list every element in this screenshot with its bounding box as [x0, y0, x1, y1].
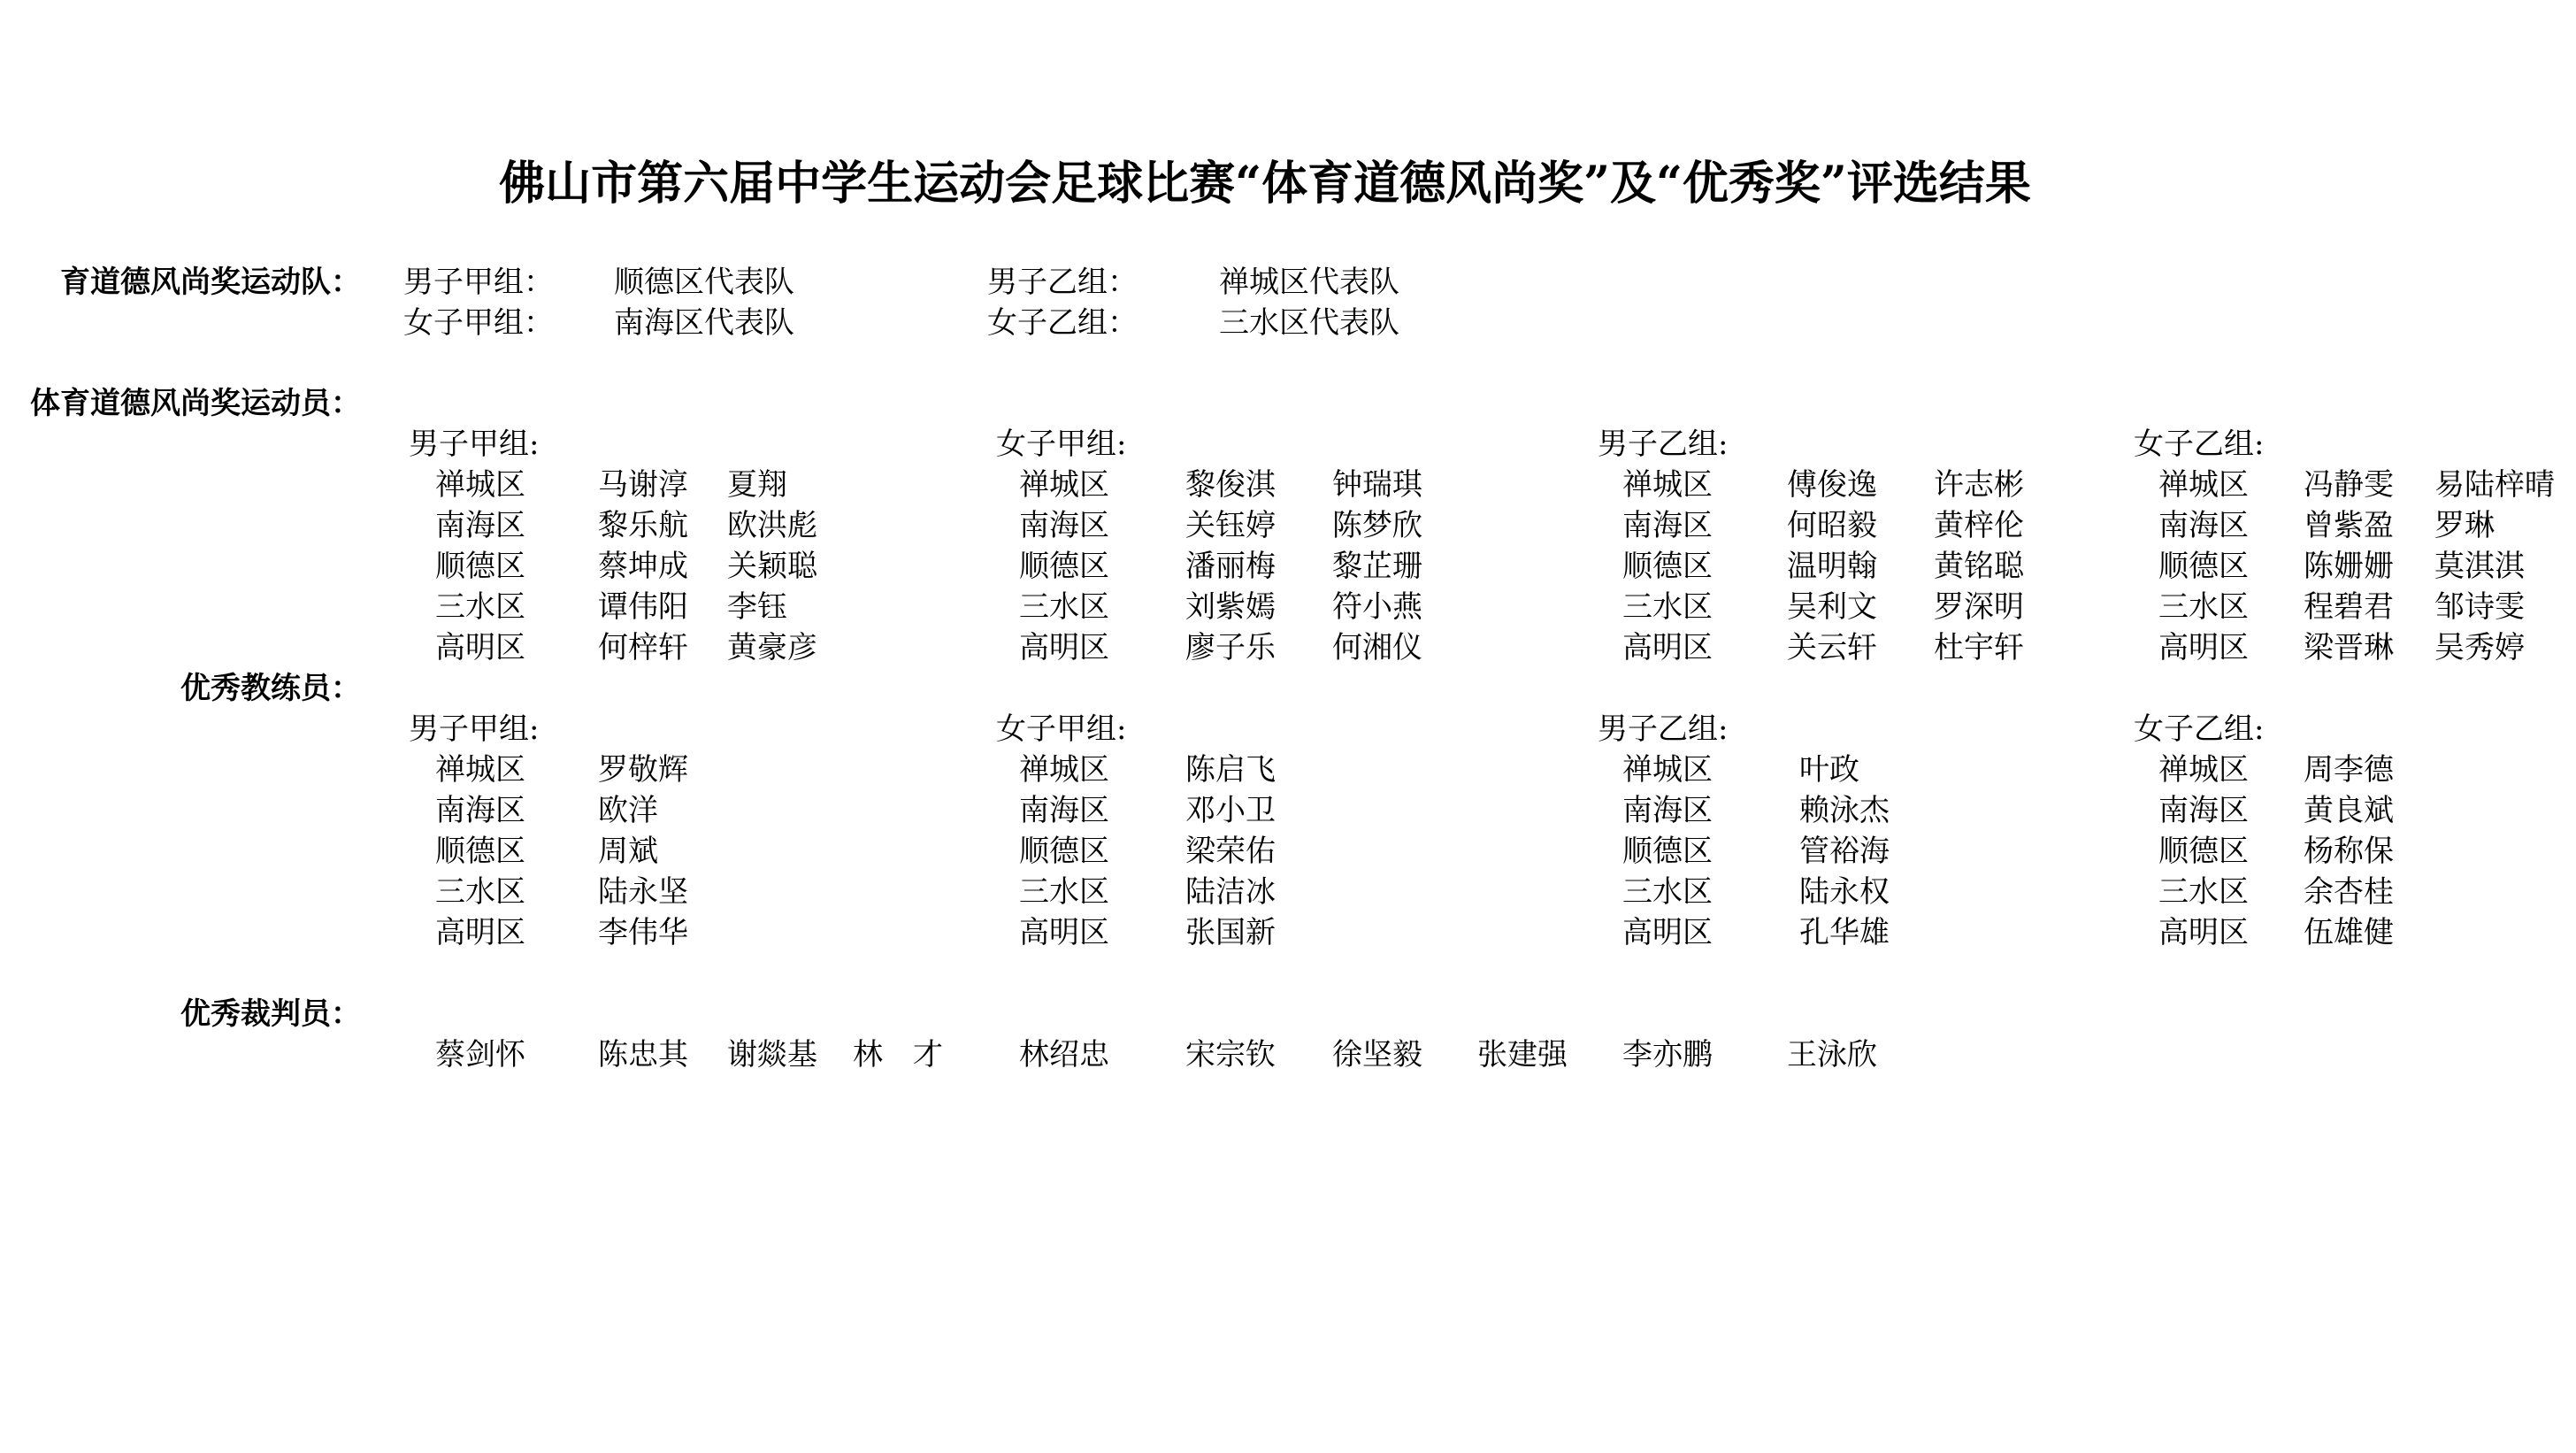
athlete-name: 杜宇轩: [1934, 630, 2024, 665]
district-name: 禅城区: [435, 467, 525, 503]
athlete-name: 夏翔: [727, 467, 787, 503]
district-name: 顺德区: [1019, 549, 1109, 584]
district-name: 三水区: [2158, 589, 2249, 625]
district-name: 高明区: [435, 915, 525, 950]
referee-name: 林 才: [853, 1037, 943, 1072]
athlete-name: 关钰婷: [1185, 508, 1276, 543]
athlete-name: 欧洪彪: [727, 508, 817, 543]
district-name: 顺德区: [2158, 834, 2249, 869]
district-name: 南海区: [2158, 508, 2249, 543]
district-name: 高明区: [435, 630, 525, 665]
athlete-name: 曾紫盈: [2304, 508, 2394, 543]
athlete-group-label: 女子甲组:: [996, 427, 1127, 462]
athlete-name: 吴秀婷: [2434, 630, 2525, 665]
athlete-name: 何湘仪: [1332, 630, 1422, 665]
referee-name: 宋宗钦: [1185, 1037, 1276, 1072]
district-name: 禅城区: [2158, 467, 2249, 503]
athlete-name: 许志彬: [1934, 467, 2024, 503]
athlete-name: 温明翰: [1787, 549, 1877, 584]
athlete-name: 马谢淳: [598, 467, 688, 503]
athlete-award-label: 体育道德风尚奖运动员：: [30, 386, 361, 421]
team-group-label: 女子甲组：: [403, 305, 554, 341]
referee-award-label: 优秀裁判员：: [180, 996, 361, 1032]
referee-name: 徐坚毅: [1332, 1037, 1422, 1072]
district-name: 高明区: [1622, 630, 1713, 665]
coach-name: 伍雄健: [2304, 915, 2394, 950]
athlete-name: 吴利文: [1787, 589, 1877, 625]
district-name: 南海区: [1622, 508, 1713, 543]
coach-name: 陆永权: [1799, 874, 1890, 910]
referee-name: 王泳欣: [1787, 1037, 1877, 1072]
referee-name: 李亦鹏: [1622, 1037, 1713, 1072]
coach-group-label: 男子甲组:: [409, 711, 540, 747]
coach-name: 张国新: [1185, 915, 1276, 950]
coach-award-label: 优秀教练员：: [180, 671, 361, 706]
district-name: 顺德区: [1019, 834, 1109, 869]
athlete-name: 李钰: [727, 589, 787, 625]
referee-name: 林绍忠: [1019, 1037, 1109, 1072]
athlete-name: 刘紫嫣: [1185, 589, 1276, 625]
district-name: 顺德区: [2158, 549, 2249, 584]
district-name: 禅城区: [435, 752, 525, 788]
district-name: 高明区: [1019, 915, 1109, 950]
district-name: 三水区: [435, 589, 525, 625]
athlete-name: 黎俊淇: [1185, 467, 1276, 503]
athlete-name: 梁晋琳: [2304, 630, 2394, 665]
athlete-name: 黄梓伦: [1934, 508, 2024, 543]
athlete-name: 罗深明: [1934, 589, 2024, 625]
district-name: 三水区: [1019, 589, 1109, 625]
athlete-name: 邹诗雯: [2434, 589, 2525, 625]
team-name: 顺德区代表队: [614, 265, 794, 300]
athlete-name: 关颖聪: [727, 549, 817, 584]
referee-name: 蔡剑怀: [435, 1037, 525, 1072]
athlete-group-label: 男子乙组:: [1598, 427, 1729, 462]
athlete-name: 冯静雯: [2304, 467, 2394, 503]
district-name: 三水区: [1622, 589, 1713, 625]
district-name: 高明区: [2158, 915, 2249, 950]
athlete-name: 蔡坤成: [598, 549, 688, 584]
district-name: 高明区: [1622, 915, 1713, 950]
athlete-name: 黄铭聪: [1934, 549, 2024, 584]
coach-name: 陆洁冰: [1185, 874, 1276, 910]
coach-name: 周斌: [598, 834, 658, 869]
coach-name: 陈启飞: [1185, 752, 1276, 788]
coach-name: 叶政: [1799, 752, 1859, 788]
athlete-name: 何昭毅: [1787, 508, 1877, 543]
athlete-name: 符小燕: [1332, 589, 1422, 625]
athlete-name: 钟瑞琪: [1332, 467, 1422, 503]
district-name: 顺德区: [435, 549, 525, 584]
district-name: 禅城区: [1622, 467, 1713, 503]
team-group-label: 女子乙组：: [987, 305, 1138, 341]
athlete-name: 黎乐航: [598, 508, 688, 543]
coach-name: 周李德: [2304, 752, 2394, 788]
referee-name: 谢燚基: [727, 1037, 817, 1072]
athlete-name: 黄豪彦: [727, 630, 817, 665]
athlete-name: 陈姗姗: [2304, 549, 2394, 584]
district-name: 高明区: [1019, 630, 1109, 665]
district-name: 禅城区: [2158, 752, 2249, 788]
district-name: 三水区: [1019, 874, 1109, 910]
coach-group-label: 女子乙组:: [2134, 711, 2265, 747]
district-name: 顺德区: [1622, 549, 1713, 584]
district-name: 南海区: [1622, 793, 1713, 828]
athlete-group-label: 女子乙组:: [2134, 427, 2265, 462]
athlete-name: 傅俊逸: [1787, 467, 1877, 503]
team-group-label: 男子乙组：: [987, 265, 1138, 300]
district-name: 顺德区: [435, 834, 525, 869]
district-name: 南海区: [435, 508, 525, 543]
athlete-name: 莫淇淇: [2434, 549, 2525, 584]
coach-name: 陆永坚: [598, 874, 688, 910]
athlete-name: 黎芷珊: [1332, 549, 1422, 584]
athlete-name: 关云轩: [1787, 630, 1877, 665]
athlete-name: 罗琳: [2434, 508, 2495, 543]
coach-group-label: 女子甲组:: [996, 711, 1127, 747]
district-name: 南海区: [435, 793, 525, 828]
district-name: 南海区: [2158, 793, 2249, 828]
coach-name: 杨称保: [2304, 834, 2394, 869]
athlete-group-label: 男子甲组:: [409, 427, 540, 462]
athlete-name: 何梓轩: [598, 630, 688, 665]
team-name: 三水区代表队: [1219, 305, 1399, 341]
coach-name: 赖泳杰: [1799, 793, 1890, 828]
district-name: 南海区: [1019, 508, 1109, 543]
athlete-name: 程碧君: [2304, 589, 2394, 625]
coach-group-label: 男子乙组:: [1598, 711, 1729, 747]
coach-name: 黄良斌: [2304, 793, 2394, 828]
district-name: 禅城区: [1019, 467, 1109, 503]
coach-name: 邓小卫: [1185, 793, 1276, 828]
coach-name: 欧洋: [598, 793, 658, 828]
district-name: 南海区: [1019, 793, 1109, 828]
district-name: 三水区: [2158, 874, 2249, 910]
district-name: 三水区: [435, 874, 525, 910]
district-name: 禅城区: [1622, 752, 1713, 788]
coach-name: 李伟华: [598, 915, 688, 950]
team-award-label: 育道德风尚奖运动队：: [60, 265, 361, 300]
coach-name: 梁荣佑: [1185, 834, 1276, 869]
referee-name: 陈忠其: [598, 1037, 688, 1072]
referee-name: 张建强: [1477, 1037, 1568, 1072]
document-title: 佛山市第六届中学生运动会足球比赛“体育道德风尚奖”及“优秀奖”评选结果: [499, 157, 2031, 211]
athlete-name: 易陆梓晴: [2434, 467, 2555, 503]
team-group-label: 男子甲组：: [403, 265, 554, 300]
coach-name: 余杏桂: [2304, 874, 2394, 910]
coach-name: 罗敬辉: [598, 752, 688, 788]
district-name: 高明区: [2158, 630, 2249, 665]
athlete-name: 谭伟阳: [598, 589, 688, 625]
district-name: 禅城区: [1019, 752, 1109, 788]
district-name: 顺德区: [1622, 834, 1713, 869]
athlete-name: 潘丽梅: [1185, 549, 1276, 584]
team-name: 南海区代表队: [614, 305, 794, 341]
athlete-name: 陈梦欣: [1332, 508, 1422, 543]
athlete-name: 廖子乐: [1185, 630, 1276, 665]
team-name: 禅城区代表队: [1219, 265, 1399, 300]
coach-name: 管裕海: [1799, 834, 1890, 869]
coach-name: 孔华雄: [1799, 915, 1890, 950]
district-name: 三水区: [1622, 874, 1713, 910]
